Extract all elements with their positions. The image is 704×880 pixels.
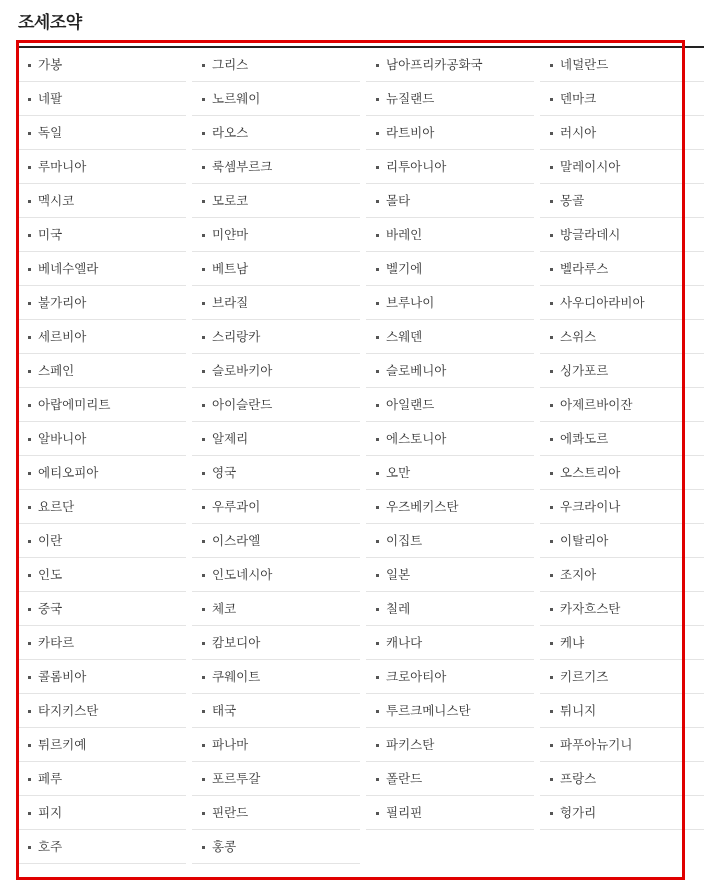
country-label: 조지아 <box>560 567 597 582</box>
country-label: 슬로베니아 <box>386 363 447 378</box>
country-link[interactable] <box>18 150 186 184</box>
country-label: 우크라이나 <box>560 499 621 514</box>
country-label: 오스트리아 <box>560 465 621 480</box>
country-label: 모로코 <box>212 193 249 208</box>
square-bullet-icon <box>28 268 31 271</box>
square-bullet-icon <box>550 574 553 577</box>
country-link[interactable] <box>366 558 534 592</box>
square-bullet-icon <box>376 812 379 815</box>
square-bullet-icon <box>202 846 205 849</box>
country-link[interactable] <box>366 422 534 456</box>
square-bullet-icon <box>28 846 31 849</box>
country-label: 우즈베키스탄 <box>386 499 459 514</box>
country-label: 카자흐스탄 <box>560 601 621 616</box>
country-link[interactable] <box>366 728 534 762</box>
country-label: 룩셈부르크 <box>212 159 273 174</box>
square-bullet-icon <box>202 812 205 815</box>
country-label: 체코 <box>212 601 237 616</box>
square-bullet-icon <box>202 302 205 305</box>
country-link[interactable] <box>540 592 704 626</box>
square-bullet-icon <box>28 744 31 747</box>
country-link[interactable] <box>540 456 704 490</box>
country-link[interactable] <box>192 320 360 354</box>
square-bullet-icon <box>550 234 553 237</box>
country-link[interactable] <box>18 354 186 388</box>
square-bullet-icon <box>550 608 553 611</box>
country-link[interactable] <box>540 762 704 796</box>
square-bullet-icon <box>376 98 379 101</box>
country-label: 루마니아 <box>38 159 87 174</box>
square-bullet-icon <box>28 302 31 305</box>
country-link[interactable] <box>192 184 360 218</box>
country-label: 카타르 <box>38 635 75 650</box>
square-bullet-icon <box>376 472 379 475</box>
country-label: 캐나다 <box>386 635 423 650</box>
square-bullet-icon <box>550 438 553 441</box>
country-link[interactable] <box>18 626 186 660</box>
country-link[interactable] <box>18 830 186 864</box>
country-label: 싱가포르 <box>560 363 609 378</box>
country-link[interactable] <box>540 422 704 456</box>
country-link[interactable] <box>18 694 186 728</box>
country-label: 알바니아 <box>38 431 87 446</box>
country-label: 핀란드 <box>212 805 249 820</box>
country-label: 캄보디아 <box>212 635 261 650</box>
country-label: 네덜란드 <box>560 57 609 72</box>
country-link[interactable] <box>192 830 360 864</box>
country-link[interactable] <box>18 116 186 150</box>
country-label: 이스라엘 <box>212 533 261 548</box>
country-link[interactable] <box>18 48 186 82</box>
country-link[interactable] <box>366 524 534 558</box>
country-label: 태국 <box>212 703 237 718</box>
country-link[interactable] <box>192 626 360 660</box>
square-bullet-icon <box>202 676 205 679</box>
country-link[interactable] <box>18 490 186 524</box>
square-bullet-icon <box>28 472 31 475</box>
country-link[interactable] <box>540 184 704 218</box>
square-bullet-icon <box>550 132 553 135</box>
country-label: 벨기에 <box>386 261 423 276</box>
square-bullet-icon <box>376 642 379 645</box>
square-bullet-icon <box>550 98 553 101</box>
country-link[interactable] <box>366 626 534 660</box>
country-label: 프랑스 <box>560 771 597 786</box>
country-link[interactable] <box>18 728 186 762</box>
square-bullet-icon <box>376 608 379 611</box>
country-link[interactable] <box>18 558 186 592</box>
country-link[interactable] <box>192 456 360 490</box>
country-label: 이란 <box>38 533 63 548</box>
country-link[interactable] <box>366 762 534 796</box>
country-link[interactable] <box>540 218 704 252</box>
country-link[interactable] <box>18 592 186 626</box>
country-label: 콜롬비아 <box>38 669 87 684</box>
country-link[interactable] <box>18 252 186 286</box>
square-bullet-icon <box>550 812 553 815</box>
country-link[interactable] <box>540 48 704 82</box>
country-label: 쿠웨이트 <box>212 669 261 684</box>
country-label: 오만 <box>386 465 411 480</box>
square-bullet-icon <box>28 132 31 135</box>
square-bullet-icon <box>202 744 205 747</box>
square-bullet-icon <box>376 234 379 237</box>
square-bullet-icon <box>28 540 31 543</box>
square-bullet-icon <box>550 710 553 713</box>
country-label: 멕시코 <box>38 193 75 208</box>
country-label: 브루나이 <box>386 295 435 310</box>
square-bullet-icon <box>376 574 379 577</box>
country-label: 아이슬란드 <box>212 397 273 412</box>
square-bullet-icon <box>28 438 31 441</box>
country-link[interactable] <box>366 48 534 82</box>
country-link[interactable] <box>366 456 534 490</box>
square-bullet-icon <box>376 166 379 169</box>
country-label: 방글라데시 <box>560 227 621 242</box>
square-bullet-icon <box>28 64 31 67</box>
square-bullet-icon <box>202 404 205 407</box>
square-bullet-icon <box>550 506 553 509</box>
square-bullet-icon <box>28 234 31 237</box>
country-link[interactable] <box>18 422 186 456</box>
country-label: 폴란드 <box>386 771 423 786</box>
square-bullet-icon <box>202 778 205 781</box>
country-label: 에티오피아 <box>38 465 99 480</box>
country-label: 크로아티아 <box>386 669 447 684</box>
country-link[interactable] <box>366 116 534 150</box>
country-label: 인도네시아 <box>212 567 273 582</box>
country-label: 네팔 <box>38 91 63 106</box>
square-bullet-icon <box>550 404 553 407</box>
country-label: 호주 <box>38 839 63 854</box>
country-link[interactable] <box>540 150 704 184</box>
country-link[interactable] <box>540 286 704 320</box>
country-link[interactable] <box>192 660 360 694</box>
country-link[interactable] <box>18 524 186 558</box>
country-link[interactable] <box>18 660 186 694</box>
country-label: 포르투갈 <box>212 771 261 786</box>
square-bullet-icon <box>28 812 31 815</box>
country-link[interactable] <box>366 184 534 218</box>
country-link[interactable] <box>192 422 360 456</box>
square-bullet-icon <box>202 710 205 713</box>
country-label: 뉴질랜드 <box>386 91 435 106</box>
country-link[interactable] <box>366 388 534 422</box>
country-link[interactable] <box>192 388 360 422</box>
country-link[interactable] <box>192 694 360 728</box>
country-label: 이탈리아 <box>560 533 609 548</box>
country-link[interactable] <box>540 626 704 660</box>
square-bullet-icon <box>550 540 553 543</box>
country-link[interactable] <box>192 218 360 252</box>
square-bullet-icon <box>28 404 31 407</box>
country-label: 페루 <box>38 771 63 786</box>
square-bullet-icon <box>202 642 205 645</box>
country-label: 투르크메니스탄 <box>386 703 471 718</box>
square-bullet-icon <box>28 98 31 101</box>
country-label: 라오스 <box>212 125 249 140</box>
country-link[interactable] <box>192 82 360 116</box>
country-label: 사우디아라비아 <box>560 295 645 310</box>
square-bullet-icon <box>202 370 205 373</box>
country-link[interactable] <box>540 524 704 558</box>
country-link[interactable] <box>18 82 186 116</box>
square-bullet-icon <box>28 370 31 373</box>
country-link[interactable] <box>18 762 186 796</box>
country-link[interactable] <box>366 660 534 694</box>
square-bullet-icon <box>550 200 553 203</box>
country-link[interactable] <box>366 252 534 286</box>
square-bullet-icon <box>376 64 379 67</box>
country-link[interactable] <box>192 796 360 830</box>
country-label: 독일 <box>38 125 63 140</box>
country-link[interactable] <box>366 490 534 524</box>
country-label: 스위스 <box>560 329 597 344</box>
square-bullet-icon <box>28 676 31 679</box>
country-label: 슬로바키아 <box>212 363 273 378</box>
square-bullet-icon <box>376 540 379 543</box>
country-link[interactable] <box>540 82 704 116</box>
square-bullet-icon <box>202 98 205 101</box>
square-bullet-icon <box>202 472 205 475</box>
country-list <box>18 48 704 864</box>
square-bullet-icon <box>376 778 379 781</box>
square-bullet-icon <box>550 744 553 747</box>
country-label: 남아프리카공화국 <box>386 57 483 72</box>
country-label: 몽골 <box>560 193 585 208</box>
square-bullet-icon <box>550 676 553 679</box>
country-label: 케냐 <box>560 635 585 650</box>
country-label: 베네수엘라 <box>38 261 99 276</box>
country-label: 알제리 <box>212 431 249 446</box>
country-label: 노르웨이 <box>212 91 261 106</box>
square-bullet-icon <box>376 506 379 509</box>
country-link[interactable] <box>18 320 186 354</box>
square-bullet-icon <box>202 438 205 441</box>
square-bullet-icon <box>202 506 205 509</box>
country-link[interactable] <box>18 796 186 830</box>
square-bullet-icon <box>202 234 205 237</box>
country-label: 말레이시아 <box>560 159 621 174</box>
country-link[interactable] <box>540 728 704 762</box>
country-link[interactable] <box>540 388 704 422</box>
country-link[interactable] <box>18 184 186 218</box>
square-bullet-icon <box>550 642 553 645</box>
square-bullet-icon <box>202 574 205 577</box>
country-link[interactable] <box>192 116 360 150</box>
square-bullet-icon <box>28 200 31 203</box>
country-link[interactable] <box>366 150 534 184</box>
square-bullet-icon <box>28 778 31 781</box>
square-bullet-icon <box>376 200 379 203</box>
country-label: 미국 <box>38 227 63 242</box>
square-bullet-icon <box>550 166 553 169</box>
square-bullet-icon <box>28 574 31 577</box>
country-label: 에스토니아 <box>386 431 447 446</box>
country-link[interactable] <box>192 558 360 592</box>
square-bullet-icon <box>376 676 379 679</box>
country-link[interactable] <box>18 218 186 252</box>
square-bullet-icon <box>202 336 205 339</box>
country-link[interactable] <box>540 558 704 592</box>
country-link[interactable] <box>366 82 534 116</box>
square-bullet-icon <box>376 268 379 271</box>
square-bullet-icon <box>28 642 31 645</box>
country-label: 세르비아 <box>38 329 87 344</box>
country-link[interactable] <box>540 354 704 388</box>
square-bullet-icon <box>202 132 205 135</box>
country-label: 바레인 <box>386 227 423 242</box>
square-bullet-icon <box>28 506 31 509</box>
country-link[interactable] <box>192 524 360 558</box>
country-label: 칠레 <box>386 601 411 616</box>
country-label: 튀니지 <box>560 703 597 718</box>
country-label: 우루과이 <box>212 499 261 514</box>
country-label: 파푸아뉴기니 <box>560 737 633 752</box>
country-label: 아제르바이잔 <box>560 397 633 412</box>
square-bullet-icon <box>28 336 31 339</box>
country-link[interactable] <box>192 252 360 286</box>
country-link[interactable] <box>192 48 360 82</box>
country-label: 스리랑카 <box>212 329 261 344</box>
country-label: 스웨덴 <box>386 329 423 344</box>
square-bullet-icon <box>550 336 553 339</box>
country-label: 요르단 <box>38 499 75 514</box>
square-bullet-icon <box>376 744 379 747</box>
country-label: 미얀마 <box>212 227 249 242</box>
square-bullet-icon <box>376 336 379 339</box>
square-bullet-icon <box>202 268 205 271</box>
square-bullet-icon <box>550 64 553 67</box>
country-label: 덴마크 <box>560 91 597 106</box>
country-label: 베트남 <box>212 261 249 276</box>
country-link[interactable] <box>540 116 704 150</box>
square-bullet-icon <box>376 404 379 407</box>
square-bullet-icon <box>28 166 31 169</box>
country-label: 가봉 <box>38 57 63 72</box>
country-label: 에콰도르 <box>560 431 609 446</box>
country-link[interactable] <box>366 320 534 354</box>
square-bullet-icon <box>550 778 553 781</box>
country-label: 파키스탄 <box>386 737 435 752</box>
square-bullet-icon <box>376 438 379 441</box>
country-link[interactable] <box>366 694 534 728</box>
country-link[interactable] <box>18 286 186 320</box>
square-bullet-icon <box>202 200 205 203</box>
country-label: 불가리아 <box>38 295 87 310</box>
country-label: 브라질 <box>212 295 249 310</box>
country-link[interactable] <box>366 796 534 830</box>
country-link[interactable] <box>540 490 704 524</box>
square-bullet-icon <box>202 608 205 611</box>
country-label: 튀르키예 <box>38 737 87 752</box>
country-link[interactable] <box>192 150 360 184</box>
country-label: 중국 <box>38 601 63 616</box>
country-label: 피지 <box>38 805 63 820</box>
country-label: 그리스 <box>212 57 249 72</box>
square-bullet-icon <box>550 370 553 373</box>
country-link[interactable] <box>366 218 534 252</box>
square-bullet-icon <box>202 166 205 169</box>
square-bullet-icon <box>376 132 379 135</box>
country-link[interactable] <box>540 796 704 830</box>
country-label: 홍콩 <box>212 839 237 854</box>
country-label: 키르기즈 <box>560 669 609 684</box>
country-link[interactable] <box>192 286 360 320</box>
square-bullet-icon <box>550 472 553 475</box>
country-label: 스페인 <box>38 363 75 378</box>
country-link[interactable] <box>18 388 186 422</box>
country-label: 일본 <box>386 567 411 582</box>
square-bullet-icon <box>28 710 31 713</box>
country-link[interactable] <box>366 354 534 388</box>
country-label: 리투아니아 <box>386 159 447 174</box>
country-label: 이집트 <box>386 533 423 548</box>
country-label: 필리핀 <box>386 805 423 820</box>
country-label: 몰타 <box>386 193 411 208</box>
country-link[interactable] <box>192 490 360 524</box>
square-bullet-icon <box>202 64 205 67</box>
square-bullet-icon <box>28 608 31 611</box>
country-label: 아랍에미리트 <box>38 397 111 412</box>
country-link[interactable] <box>192 592 360 626</box>
country-label: 인도 <box>38 567 63 582</box>
country-label: 영국 <box>212 465 237 480</box>
country-link[interactable] <box>540 320 704 354</box>
country-label: 파나마 <box>212 737 249 752</box>
country-link[interactable] <box>366 286 534 320</box>
square-bullet-icon <box>550 268 553 271</box>
country-label: 헝가리 <box>560 805 597 820</box>
square-bullet-icon <box>376 370 379 373</box>
square-bullet-icon <box>376 302 379 305</box>
country-link[interactable] <box>192 354 360 388</box>
country-link[interactable] <box>192 762 360 796</box>
page-title: 조세조약 <box>18 13 82 33</box>
square-bullet-icon <box>202 540 205 543</box>
country-label: 라트비아 <box>386 125 435 140</box>
square-bullet-icon <box>376 710 379 713</box>
country-link[interactable] <box>540 660 704 694</box>
country-label: 타지키스탄 <box>38 703 99 718</box>
country-link[interactable] <box>540 694 704 728</box>
country-link[interactable] <box>192 728 360 762</box>
country-label: 벨라루스 <box>560 261 609 276</box>
country-link[interactable] <box>366 592 534 626</box>
country-label: 아일랜드 <box>386 397 435 412</box>
country-link[interactable] <box>18 456 186 490</box>
square-bullet-icon <box>550 302 553 305</box>
country-link[interactable] <box>540 252 704 286</box>
country-label: 러시아 <box>560 125 597 140</box>
